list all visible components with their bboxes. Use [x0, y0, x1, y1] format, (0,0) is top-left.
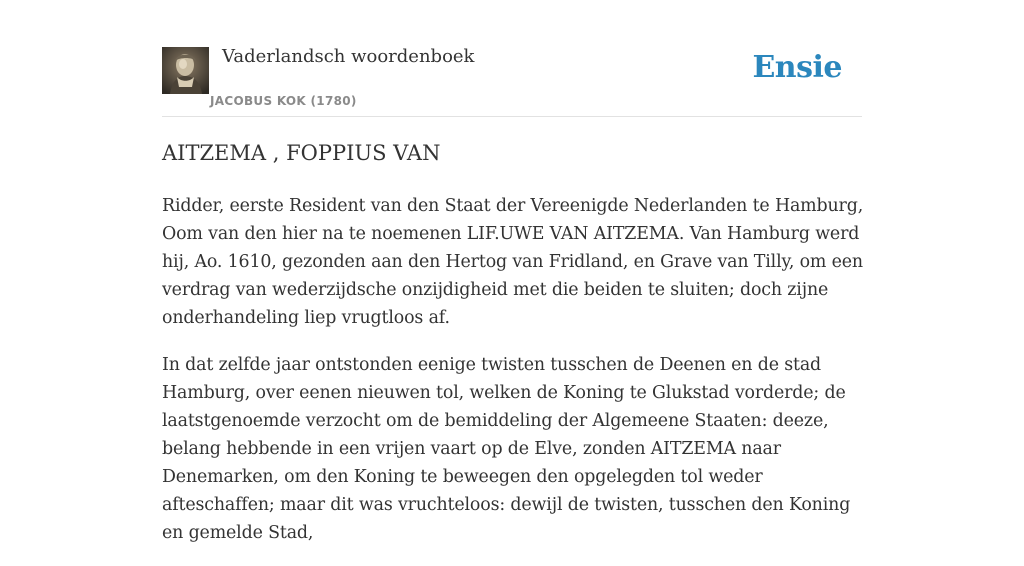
portrait-image — [162, 47, 209, 94]
entry-paragraph: In dat zelfde jaar ontstonden eenige twisten tusschen de Deenen en de stad Hamburg, over eenen nieuwen tol, welken de Koning te Glukstad vorderde; de laatstgenoemde verzocht om de bemiddeling der Algemeene Staaten: deeze, belang hebbende in een vrijen vaart op de Elve, zonden AITZEMA naar Denemarken, om den Koning te beweegen den opgelegden tol weder afteschaffen; maar dit was vruchteloos: dewijl de twisten, tusschen den Koning en gemelde Stad, — [162, 355, 851, 543]
ensie-logo[interactable]: Ensie — [752, 50, 842, 85]
entry-title: AITZEMA , FOPPIUS VAN — [162, 141, 441, 165]
header — [162, 0, 862, 117]
author-label[interactable]: JACOBUS KOK (1780) — [210, 94, 357, 108]
author-portrait-icon[interactable] — [162, 47, 209, 94]
book-title[interactable]: Vaderlandsch woordenboek — [222, 46, 475, 67]
entry-paragraph: Ridder, eerste Resident van den Staat der Vereenigde Nederlanden te Hamburg, Oom van den hier na te noemenen LIF.UWE VAN AITZEMA. Van Hamburg werd hij, Ao. 1610, gezonden aan den Hertog van Fridland, en Grave van Tilly, om een verdrag van wederzijdsche onzijdigheid met die beiden te sluiten; doch zijne onderhandeling liep vrugtloos af. — [162, 196, 864, 328]
entry-body — [162, 192, 872, 566]
page — [162, 0, 864, 543]
